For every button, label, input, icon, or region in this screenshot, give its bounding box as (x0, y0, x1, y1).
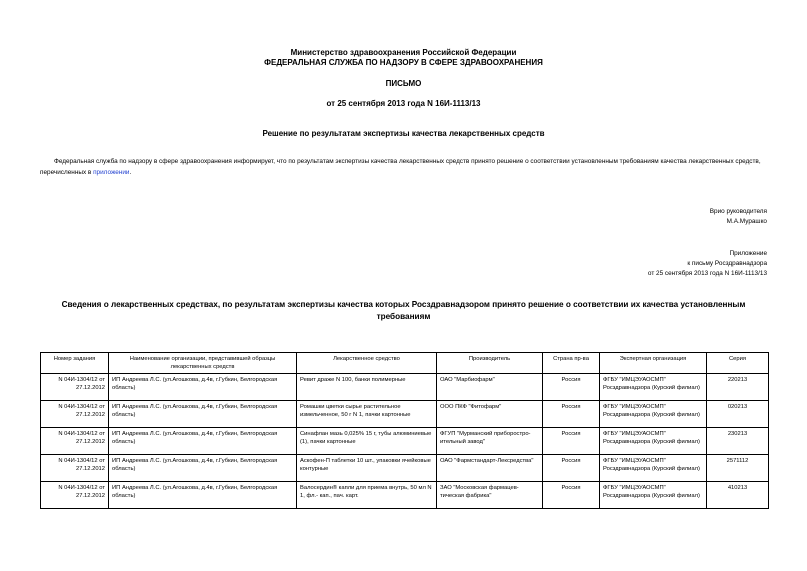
drug-cell: Ромашки цветки сырье растительное измельченное, 50 г N 1, пачки картонные (297, 401, 437, 428)
service-title: ФЕДЕРАЛЬНАЯ СЛУЖБА ПО НАДЗОРУ В СФЕРЕ ЗДРАВООХРАНЕНИЯ (264, 58, 543, 67)
series-cell: 230213 (707, 428, 769, 455)
table-row (41, 428, 769, 455)
manufacturer-cell: ОАО "Фармстандарт-Лексредства" (437, 455, 543, 482)
section-title: Сведения о лекарственных средствах, по результатам экспертизы качества которых Росздравнадзором принято решение о соответствии их качества установленным требованиям (61, 300, 746, 321)
country-cell: Россия (543, 455, 600, 482)
manufacturer-cell: ФГУП "Мурманский приборостро-ительный завод" (437, 428, 543, 455)
expert-org-cell: ФГБУ "ИМЦЭУАОСМП" Росздравнадзора (Курский филиал) (600, 374, 707, 401)
column-header: Наименование организации, представившей образцы лекарственных средств (109, 353, 297, 374)
column-header: Лекарственное средство (297, 353, 437, 374)
table-row (41, 455, 769, 482)
task-number-cell: N 04И-1304/12 от 27.12.2012 (41, 428, 109, 455)
country-cell: Россия (543, 482, 600, 509)
drug-cell: Валосердин® капли для приема внутрь, 50 мл N 1, фл.- кап., пач. карт. (297, 482, 437, 509)
task-number-cell: N 04И-1304/12 от 27.12.2012 (41, 455, 109, 482)
drug-cell: Ревит драже N 100, банки полимерные (297, 374, 437, 401)
expert-org-cell: ФГБУ "ИМЦЭУАОСМП" Росздравнадзора (Курский филиал) (600, 401, 707, 428)
organization-cell: ИП Андреева Л.С. (ул.Агошкова, д.4в, г.Губкин, Белгородская область) (109, 482, 297, 509)
ministry-title: Министерство здравоохранения Российской Федерации (290, 48, 517, 57)
drug-cell: Аскофен-П таблетки 10 шт., упаковки ячейковые контурные (297, 455, 437, 482)
appendix-date: от 25 сентября 2013 года N 16И-1113/13 (647, 270, 767, 277)
organization-cell: ИП Андреева Л.С. (ул.Агошкова, д.4в, г.Губкин, Белгородская область) (109, 455, 297, 482)
letter-body (40, 156, 770, 178)
expert-org-cell: ФГБУ "ИМЦЭУАОСМП" Росздравнадзора (Курский филиал) (600, 482, 707, 509)
series-cell: 220213 (707, 374, 769, 401)
column-header: Серия (707, 353, 769, 374)
body-text: Федеральная служба по надзору в сфере здравоохранения информирует, что по результатам экспертизы качества лекарственных средств принято решение о соответствии установленным требованиям качества лекарственных средств, перечисленных в (40, 158, 761, 176)
document-date: от 25 сентября 2013 года N 16И-1113/13 (326, 99, 481, 108)
table-row (41, 482, 769, 509)
column-header: Страна пр-ва (543, 353, 600, 374)
table-header-row (41, 353, 769, 374)
manufacturer-cell: ООО ПКФ "Фитофарм" (437, 401, 543, 428)
expert-org-cell: ФГБУ "ИМЦЭУАОСМП" Росздравнадзора (Курский филиал) (600, 428, 707, 455)
drug-cell: Синафлан мазь 0,025% 15 г, тубы алюминиевые (1), пачки картонные (297, 428, 437, 455)
manufacturer-cell: ОАО "Марбиофарм" (437, 374, 543, 401)
drugs-table (40, 352, 769, 509)
signature-block (710, 207, 767, 227)
manufacturer-cell: ЗАО "Московская фармацев-тическая фабрика" (437, 482, 543, 509)
appendix-block (648, 249, 767, 279)
series-cell: 410213 (707, 482, 769, 509)
country-cell: Россия (543, 374, 600, 401)
appendix-reference: к письму Росздравнадзора (687, 260, 767, 267)
signature-position: Врио руководителя (709, 208, 767, 215)
task-number-cell: N 04И-1304/12 от 27.12.2012 (41, 401, 109, 428)
document-type: ПИСЬМО (385, 79, 422, 88)
body-text-end: . (129, 169, 132, 176)
appendix-label: Приложение (729, 250, 767, 257)
series-cell: 2571112 (707, 455, 769, 482)
organization-cell: ИП Андреева Л.С. (ул.Агошкова, д.4в, г.Губкин, Белгородская область) (109, 401, 297, 428)
task-number-cell: N 04И-1304/12 от 27.12.2012 (41, 374, 109, 401)
column-header: Номер задания (41, 353, 109, 374)
table-row (41, 374, 769, 401)
appendix-link[interactable]: приложении (93, 169, 130, 176)
signature-name: М.А.Мурашко (726, 218, 767, 225)
country-cell: Россия (543, 428, 600, 455)
column-header: Производитель (437, 353, 543, 374)
country-cell: Россия (543, 401, 600, 428)
expert-org-cell: ФГБУ "ИМЦЭУАОСМП" Росздравнадзора (Курский филиал) (600, 455, 707, 482)
column-header: Экспертная организация (600, 353, 707, 374)
task-number-cell: N 04И-1304/12 от 27.12.2012 (41, 482, 109, 509)
organization-cell: ИП Андреева Л.С. (ул.Агошкова, д.4в, г.Губкин, Белгородская область) (109, 374, 297, 401)
organization-cell: ИП Андреева Л.С. (ул.Агошкова, д.4в, г.Губкин, Белгородская область) (109, 428, 297, 455)
series-cell: 020213 (707, 401, 769, 428)
table-row (41, 401, 769, 428)
letter-subject: Решение по результатам экспертизы качества лекарственных средств (262, 129, 545, 138)
